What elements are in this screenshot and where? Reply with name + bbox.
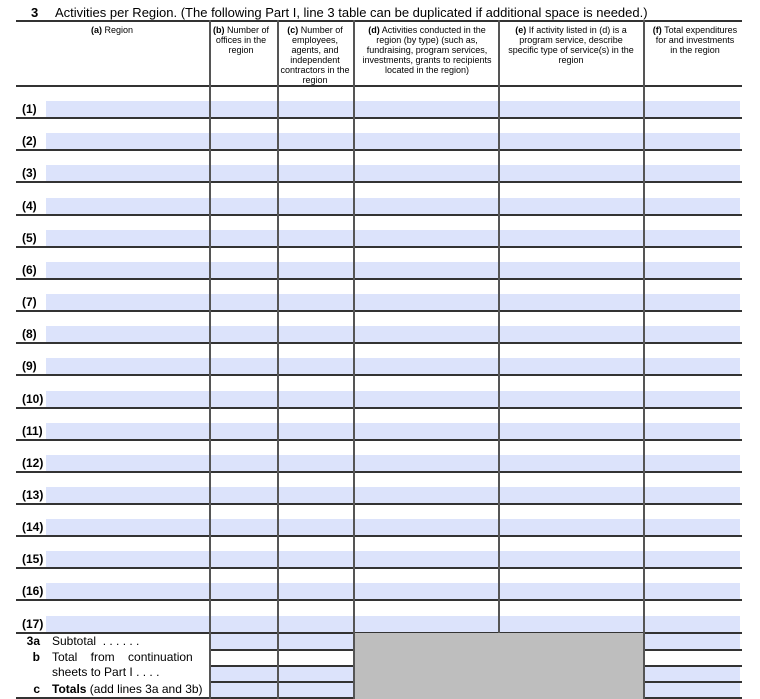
- input-expenditures-row-6[interactable]: [645, 262, 740, 278]
- input-offices-row-17[interactable]: [211, 616, 277, 632]
- input-subtotal-offices[interactable]: [211, 634, 277, 649]
- input-activities-row-11[interactable]: [355, 423, 498, 439]
- input-employees-row-4[interactable]: [279, 198, 353, 214]
- row-number: (6): [22, 262, 37, 277]
- row-rule: [16, 599, 742, 601]
- input-region-row-14[interactable]: [46, 519, 209, 535]
- input-offices-row-3[interactable]: [211, 165, 277, 181]
- input-employees-row-1[interactable]: [279, 101, 353, 117]
- input-offices-row-1[interactable]: [211, 101, 277, 117]
- input-employees-row-11[interactable]: [279, 423, 353, 439]
- activities-per-region-table: [16, 20, 742, 699]
- input-activities-row-3[interactable]: [355, 165, 498, 181]
- input-offices-row-9[interactable]: [211, 358, 277, 374]
- input-region-row-3[interactable]: [46, 165, 209, 181]
- input-activities-row-1[interactable]: [355, 101, 498, 117]
- row-rule: [16, 246, 742, 248]
- row-rule: [16, 310, 742, 312]
- row-rule: [16, 471, 742, 473]
- input-expenditures-row-16[interactable]: [645, 583, 740, 599]
- input-expenditures-row-1[interactable]: [645, 101, 740, 117]
- input-expenditures-row-4[interactable]: [645, 198, 740, 214]
- row-number: (13): [22, 487, 44, 502]
- input-activities-row-7[interactable]: [355, 294, 498, 310]
- input-region-row-8[interactable]: [46, 326, 209, 342]
- row-number: (12): [22, 455, 44, 470]
- input-employees-row-2[interactable]: [279, 133, 353, 149]
- input-activities-row-9[interactable]: [355, 358, 498, 374]
- input-region-row-5[interactable]: [46, 230, 209, 246]
- row-rule: [16, 503, 742, 505]
- row-number: (3): [22, 166, 37, 181]
- input-totals-offices[interactable]: [211, 682, 277, 697]
- input-offices-row-5[interactable]: [211, 230, 277, 246]
- input-region-row-15[interactable]: [46, 551, 209, 567]
- input-employees-row-8[interactable]: [279, 326, 353, 342]
- input-offices-row-10[interactable]: [211, 391, 277, 407]
- input-activities-row-2[interactable]: [355, 133, 498, 149]
- section-number: 3: [31, 5, 39, 20]
- input-employees-row-13[interactable]: [279, 487, 353, 503]
- input-region-row-4[interactable]: [46, 198, 209, 214]
- input-expenditures-row-7[interactable]: [645, 294, 740, 310]
- input-region-row-12[interactable]: [46, 455, 209, 471]
- input-activities-row-5[interactable]: [355, 230, 498, 246]
- shaded-not-applicable: [355, 633, 643, 699]
- input-service-row-9[interactable]: [500, 358, 643, 374]
- input-expenditures-row-5[interactable]: [645, 230, 740, 246]
- input-employees-row-9[interactable]: [279, 358, 353, 374]
- input-employees-row-12[interactable]: [279, 455, 353, 471]
- input-expenditures-row-14[interactable]: [645, 519, 740, 535]
- input-continuation-offices[interactable]: [211, 666, 277, 681]
- input-region-row-7[interactable]: [46, 294, 209, 310]
- input-expenditures-row-2[interactable]: [645, 133, 740, 149]
- input-offices-row-6[interactable]: [211, 262, 277, 278]
- input-employees-row-17[interactable]: [279, 616, 353, 632]
- input-service-row-1[interactable]: [500, 101, 643, 117]
- input-activities-row-6[interactable]: [355, 262, 498, 278]
- row-number: (16): [22, 584, 44, 599]
- input-expenditures-row-8[interactable]: [645, 326, 740, 342]
- input-offices-row-2[interactable]: [211, 133, 277, 149]
- input-offices-row-15[interactable]: [211, 551, 277, 567]
- row-number: (2): [22, 134, 37, 149]
- input-service-row-2[interactable]: [500, 133, 643, 149]
- input-region-row-13[interactable]: [46, 487, 209, 503]
- input-activities-row-4[interactable]: [355, 198, 498, 214]
- input-region-row-1[interactable]: [46, 101, 209, 117]
- column-header-b: (b) Number of offices in the region: [212, 25, 270, 55]
- input-totals-employees[interactable]: [279, 682, 353, 697]
- input-activities-row-10[interactable]: [355, 391, 498, 407]
- input-expenditures-row-13[interactable]: [645, 487, 740, 503]
- input-region-row-16[interactable]: [46, 583, 209, 599]
- row-number: (8): [22, 327, 37, 342]
- input-region-row-17[interactable]: [46, 616, 209, 632]
- input-service-row-11[interactable]: [500, 423, 643, 439]
- input-employees-row-6[interactable]: [279, 262, 353, 278]
- input-activities-row-8[interactable]: [355, 326, 498, 342]
- row-number: (1): [22, 102, 37, 117]
- column-header-e: (e) If activity listed in (d) is a program service, describe specific type of service(s) in the region: [508, 25, 634, 65]
- row-rule: [16, 214, 742, 216]
- input-region-row-6[interactable]: [46, 262, 209, 278]
- column-divider: [498, 20, 500, 699]
- row-rule: [16, 535, 742, 537]
- input-service-row-12[interactable]: [500, 455, 643, 471]
- input-expenditures-row-15[interactable]: [645, 551, 740, 567]
- row-rule: [16, 439, 742, 441]
- input-region-row-11[interactable]: [46, 423, 209, 439]
- input-service-row-15[interactable]: [500, 551, 643, 567]
- column-header-a: (a) Region: [90, 25, 134, 35]
- input-employees-row-16[interactable]: [279, 583, 353, 599]
- column-divider: [277, 20, 279, 699]
- input-service-row-6[interactable]: [500, 262, 643, 278]
- input-offices-row-13[interactable]: [211, 487, 277, 503]
- input-service-row-17[interactable]: [500, 616, 643, 632]
- input-offices-row-11[interactable]: [211, 423, 277, 439]
- input-region-row-2[interactable]: [46, 133, 209, 149]
- row-number: (10): [22, 391, 44, 406]
- input-employees-row-10[interactable]: [279, 391, 353, 407]
- column-divider: [353, 20, 355, 699]
- input-employees-row-15[interactable]: [279, 551, 353, 567]
- row-number: (5): [22, 230, 37, 245]
- column-header-c: (c) Number of employees, agents, and independent contractors in the region: [280, 25, 350, 85]
- input-service-row-10[interactable]: [500, 391, 643, 407]
- section-heading: Activities per Region. (The following Part I, line 3 table can be duplicated if additional space is needed.): [55, 5, 648, 20]
- row-rule: [16, 149, 742, 151]
- row-rule: [16, 117, 742, 119]
- input-service-row-4[interactable]: [500, 198, 643, 214]
- input-activities-row-16[interactable]: [355, 583, 498, 599]
- input-offices-row-7[interactable]: [211, 294, 277, 310]
- input-subtotal-expenditures[interactable]: [645, 634, 740, 649]
- input-service-row-5[interactable]: [500, 230, 643, 246]
- header-bottom-rule: [16, 85, 742, 87]
- input-activities-row-13[interactable]: [355, 487, 498, 503]
- input-employees-row-5[interactable]: [279, 230, 353, 246]
- input-employees-row-7[interactable]: [279, 294, 353, 310]
- table-top-rule: [16, 20, 742, 22]
- input-service-row-8[interactable]: [500, 326, 643, 342]
- row-number: (9): [22, 359, 37, 374]
- input-region-row-9[interactable]: [46, 358, 209, 374]
- column-divider: [209, 20, 211, 699]
- row-rule: [16, 407, 742, 409]
- input-offices-row-16[interactable]: [211, 583, 277, 599]
- row-number: (17): [22, 616, 44, 631]
- input-expenditures-row-12[interactable]: [645, 455, 740, 471]
- input-offices-row-12[interactable]: [211, 455, 277, 471]
- input-continuation-expenditures[interactable]: [645, 666, 740, 681]
- input-region-row-10[interactable]: [46, 391, 209, 407]
- input-expenditures-row-10[interactable]: [645, 391, 740, 407]
- input-employees-row-3[interactable]: [279, 165, 353, 181]
- continuation-line: b Total from continuation sheets to Part I . . . .: [32, 650, 193, 679]
- input-service-row-7[interactable]: [500, 294, 643, 310]
- row-rule: [16, 567, 742, 569]
- input-activities-row-15[interactable]: [355, 551, 498, 567]
- input-employees-row-14[interactable]: [279, 519, 353, 535]
- totals-line: c Totals (add lines 3a and 3b): [33, 682, 203, 696]
- input-expenditures-row-11[interactable]: [645, 423, 740, 439]
- input-activities-row-12[interactable]: [355, 455, 498, 471]
- row-number: (14): [22, 520, 44, 535]
- row-number: (11): [22, 423, 43, 438]
- input-expenditures-row-17[interactable]: [645, 616, 740, 632]
- input-subtotal-employees[interactable]: [279, 634, 353, 649]
- row-rule: [16, 181, 742, 183]
- row-rule: [16, 278, 742, 280]
- input-offices-row-14[interactable]: [211, 519, 277, 535]
- input-service-row-3[interactable]: [500, 165, 643, 181]
- row-number: (15): [22, 552, 44, 567]
- row-rule: [16, 342, 742, 344]
- input-continuation-employees[interactable]: [279, 666, 353, 681]
- row-rule: [16, 374, 742, 376]
- input-expenditures-row-3[interactable]: [645, 165, 740, 181]
- column-header-d: (d) Activities conducted in the region (by type) (such as, fundraising, program services, investments, grants to recipients located in the region): [362, 25, 492, 75]
- column-divider: [643, 20, 645, 699]
- input-service-row-13[interactable]: [500, 487, 643, 503]
- subtotal-line: 3a Subtotal . . . . . .: [26, 634, 140, 648]
- input-service-row-14[interactable]: [500, 519, 643, 535]
- input-offices-row-8[interactable]: [211, 326, 277, 342]
- input-service-row-16[interactable]: [500, 583, 643, 599]
- row-number: (4): [22, 198, 37, 213]
- input-totals-expenditures[interactable]: [645, 682, 740, 697]
- input-activities-row-17[interactable]: [355, 616, 498, 632]
- input-expenditures-row-9[interactable]: [645, 358, 740, 374]
- column-header-f: (f) Total expenditures for and investments in the region: [652, 25, 738, 55]
- row-number: (7): [22, 295, 37, 310]
- input-offices-row-4[interactable]: [211, 198, 277, 214]
- section-title: [0, 4, 760, 20]
- input-activities-row-14[interactable]: [355, 519, 498, 535]
